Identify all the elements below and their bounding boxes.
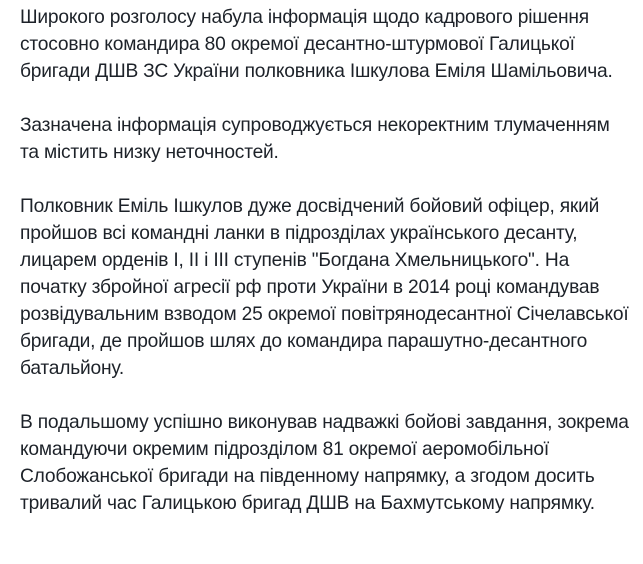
paragraph-service: В подальшому успішно виконував надважкі бойові завдання, зокрема командуючи окремим підрозділом 81 окремої аеромобільної Слобожанської бригади на південному напрямку, а згодом досить тривалий час Галицькою бригад ДШВ на Бахмутському напрямку. (20, 412, 629, 514)
paragraph-decision: Широкого розголосу набула інформація щодо кадрового рішення стосовно командира 80 окремої десантно-штурмової Галицької бригади ДШВ ЗС України полковника Ішкулова Еміля Шамільовича. (20, 7, 613, 82)
paragraph-inaccuracies: Зазначена інформація супроводжується некоректним тлумаченням та містить низку неточностей. (20, 115, 610, 163)
paragraph-biography: Полковник Еміль Ішкулов дуже досвідчений бойовий офіцер, який пройшов всі командні ланки в підрозділах українського десанту, лицарем орденів І, ІІ і ІІІ ступенів "Богдана Хмельницького". На початку збройної агресії рф проти України в 2014 році командував розвідувальним взводом 25 окремої повітрянодесантної Січелавської бригади, де пройшов шлях до командира парашутно-десантного батальйону. (20, 196, 629, 379)
